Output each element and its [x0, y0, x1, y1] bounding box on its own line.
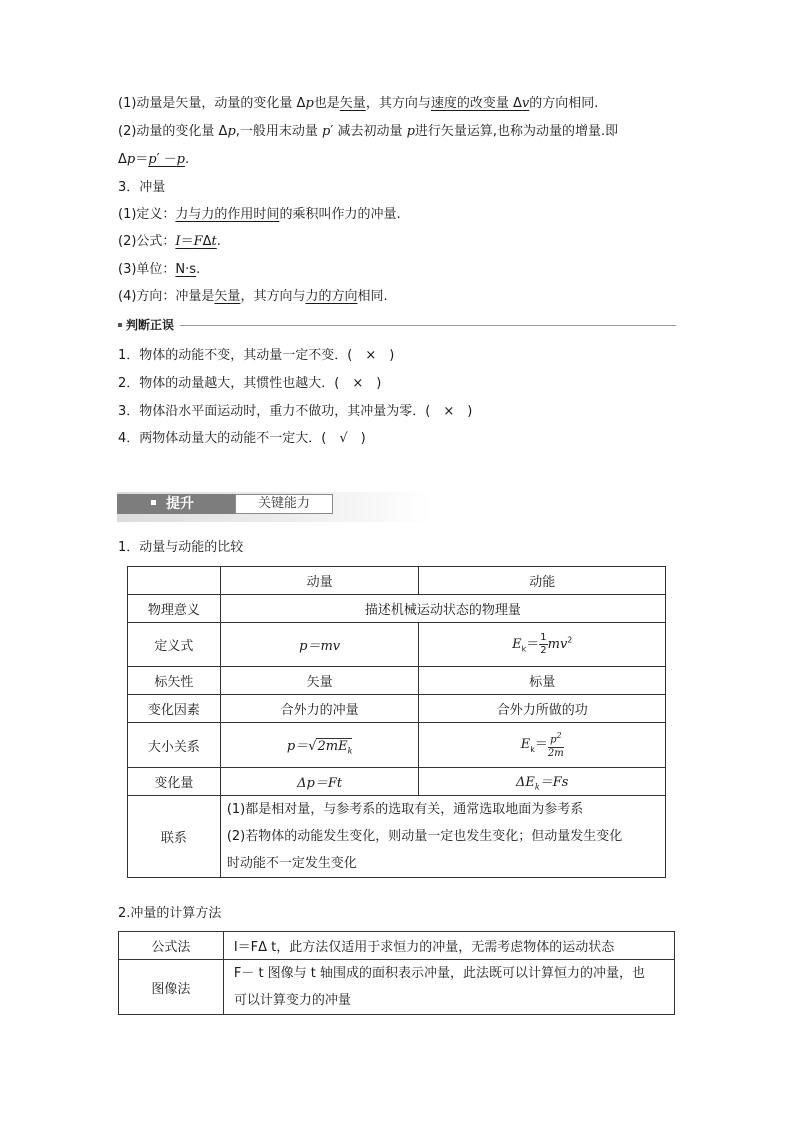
row-label: 定义式	[128, 623, 221, 667]
text: 可以计算变力的冲量	[233, 993, 351, 1008]
text: Δ	[118, 152, 127, 167]
row-label: 标矢性	[128, 667, 221, 695]
text: (2)动量的变化量 Δ	[118, 124, 228, 139]
banner-dark-tab	[117, 494, 235, 514]
text: ,一般用末动量	[235, 124, 323, 139]
radicand	[316, 738, 352, 754]
answer-underlined: N·s	[175, 262, 197, 277]
table-cell: 合外力所做的功	[419, 695, 666, 723]
banner-light-tab: 关键能力	[235, 494, 333, 514]
text: 的乘积叫作力的冲量.	[279, 207, 401, 222]
var: t	[211, 234, 217, 249]
momentum-increment-formula	[118, 150, 189, 170]
table-row	[128, 567, 666, 595]
bullet-square-icon	[118, 323, 122, 327]
table-header: 动量	[220, 567, 419, 595]
judge-item: 2．物体的动量越大，其惯性也越大．( × )	[118, 376, 382, 391]
impulse-direction	[118, 287, 388, 307]
denominator: 2	[540, 645, 547, 656]
superscript: 2	[567, 635, 573, 645]
text: (1)定义：	[118, 207, 176, 222]
var: p	[305, 96, 314, 111]
answer-underlined: 矢量	[339, 96, 366, 111]
table-cell: 合外力的冲量	[220, 695, 419, 723]
text: 也是	[313, 96, 340, 111]
section-banner	[117, 492, 431, 522]
text: Δ	[202, 234, 212, 249]
text: 提升	[166, 496, 194, 512]
bullet-square-icon	[151, 500, 156, 505]
text: F－ t 图像与 t 轴围成的面积表示冲量，此法既可以计算恒力的冲量，也	[233, 966, 646, 981]
text: 时动能不一定发生变化	[226, 856, 357, 871]
text: (2)若物体的动能发生变化，则动量一定也发生变化；但动量发生变化	[226, 829, 623, 844]
var: mv	[547, 637, 568, 652]
row-label: 图像法	[119, 960, 224, 1015]
var: p	[227, 124, 236, 139]
var: p	[322, 124, 331, 139]
row-label: 联系	[128, 796, 221, 878]
row-label: 物理意义	[128, 595, 221, 623]
judge-title	[118, 316, 180, 334]
var: p	[148, 152, 157, 167]
table-cell	[419, 623, 666, 667]
answer-underlined: 力的方向	[305, 289, 358, 304]
table-row	[128, 695, 666, 723]
table-cell	[419, 768, 666, 796]
text: ＝	[534, 737, 548, 753]
row-label: 变化因素	[128, 695, 221, 723]
answer-underlined	[431, 96, 529, 111]
table-row	[128, 623, 666, 667]
text: ＝	[135, 152, 149, 167]
table-header: 动能	[419, 567, 666, 595]
text: ′ －	[156, 152, 177, 167]
text: p	[550, 734, 557, 746]
table-row	[128, 723, 666, 768]
text: 相同.	[357, 289, 388, 304]
table-row	[119, 960, 675, 1015]
text: 的方向相同.	[529, 96, 599, 111]
text: ΔE	[516, 775, 535, 791]
comparison-table	[127, 566, 666, 878]
fraction	[548, 730, 564, 759]
text: (3)单位：	[118, 262, 176, 277]
divider	[118, 325, 676, 326]
text: ，其方向与	[240, 289, 306, 304]
judge-item: 3．物体沿水平面运动时，重力不做功，其冲量为零．( × )	[118, 404, 473, 419]
table-cell	[419, 723, 666, 768]
text: ＝	[526, 637, 540, 652]
table-row	[128, 595, 666, 623]
impulse-definition	[118, 205, 401, 225]
subscript: k	[347, 746, 353, 756]
text: ＝Fs	[539, 775, 569, 791]
answer-underlined	[175, 234, 216, 249]
impulse-unit	[118, 260, 200, 280]
row-label: 大小关系	[128, 723, 221, 768]
row-label: 变化量	[128, 768, 221, 796]
text: ，其方向与	[365, 96, 431, 111]
calc-title: 2.冲量的计算方法	[118, 906, 222, 921]
text: 进行矢量运算,也称为动量的增量.即	[414, 124, 619, 139]
text: (1)动量是矢量，动量的变化量 Δ	[118, 96, 306, 111]
table-row	[128, 796, 666, 878]
var: F	[193, 234, 203, 249]
text: .	[185, 152, 190, 167]
row-label: 公式法	[119, 932, 224, 960]
table-cell: I＝FΔ t，此方法仅适用于求恒力的冲量，无需考虑物体的运动状态	[223, 932, 674, 960]
var: p	[126, 152, 136, 167]
denominator: 2m	[547, 747, 564, 759]
judge-item: 4．两物体动量大的动能不一定大．( √ )	[118, 431, 366, 446]
table-cell: 矢量	[220, 667, 419, 695]
table-cell: 标量	[419, 667, 666, 695]
var: E	[512, 637, 522, 652]
table-row	[128, 768, 666, 796]
var: p＝	[286, 738, 309, 754]
momentum-increment-line	[118, 122, 618, 142]
var: E	[520, 737, 531, 753]
text: .	[196, 262, 201, 277]
var: v	[521, 96, 530, 111]
var: I	[175, 234, 181, 249]
table-row	[128, 667, 666, 695]
text: ′ 减去初动量	[330, 124, 407, 139]
superscript: 2	[556, 731, 562, 741]
judge-section-header	[118, 316, 676, 334]
var: p	[176, 152, 185, 167]
table-cell	[223, 960, 674, 1015]
numerator	[548, 730, 564, 747]
table-row	[119, 932, 675, 960]
fraction	[539, 632, 547, 657]
text: ＝	[180, 234, 194, 249]
subscript: k	[534, 782, 540, 792]
text: (1)都是相对量，与参考系的选取有关，通常选取地面为参考系	[226, 802, 584, 817]
answer-underlined	[148, 152, 185, 167]
table-cell: 描述机械运动状态的物理量	[220, 595, 665, 623]
text: (4)方向：冲量是	[118, 289, 215, 304]
judge-item: 1．物体的动能不变，其动量一定不变．( × )	[118, 348, 395, 363]
text: 2mE	[317, 738, 348, 754]
impulse-method-table	[118, 931, 675, 1015]
text: (2)公式：	[118, 234, 176, 249]
impulse-formula	[118, 232, 221, 252]
table-cell: $p=√2mE_k$	[220, 723, 419, 768]
table-cell	[128, 567, 221, 595]
table-cell: p＝mv	[220, 623, 419, 667]
text: .	[216, 234, 221, 249]
text: 判断正误	[126, 318, 175, 332]
subscript: k	[530, 745, 535, 755]
text: 速度的改变量 Δ	[430, 96, 522, 111]
table-cell: Δp＝Ft	[220, 768, 419, 796]
answer-underlined: 力与力的作用时间	[175, 207, 280, 222]
subscript: k	[521, 644, 527, 654]
var: p	[406, 124, 415, 139]
momentum-change-vector-line	[118, 94, 598, 114]
table-cell	[220, 796, 665, 878]
numerator: 1	[540, 632, 547, 643]
answer-underlined: 矢量	[214, 289, 241, 304]
impulse-heading: 3．冲量	[118, 180, 166, 195]
compare-title: 1．动量与动能的比较	[118, 540, 244, 555]
